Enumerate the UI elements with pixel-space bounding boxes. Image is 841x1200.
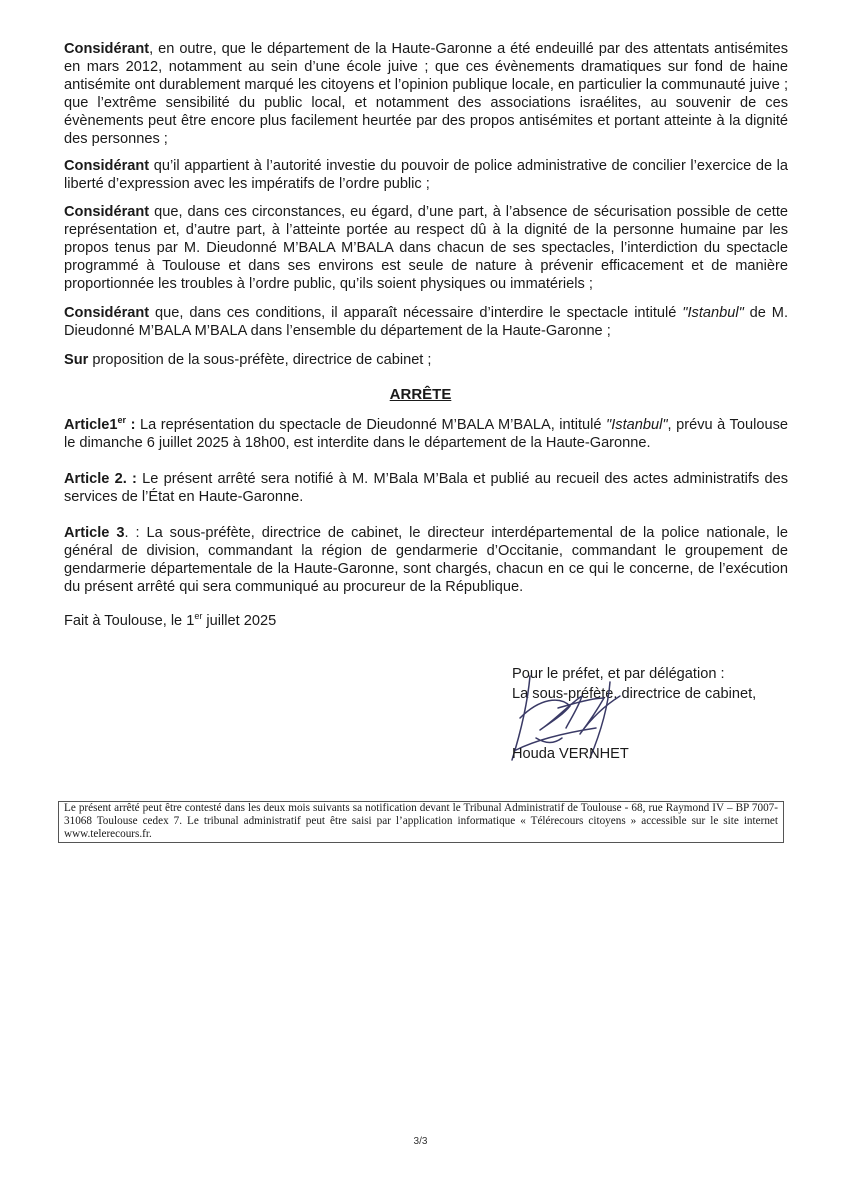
article-lead: Article 3 [64,525,125,541]
article-text: La représentation du spectacle de Dieudonné M’BALA M’BALA, intitulé [135,417,607,433]
article-1 [64,416,788,452]
paragraph-text: que, dans ces circonstances, eu égard, d’une part, à l’absence de sécurisation possible de cette représentation et, d’autre part, à l’atteinte portée au respect dû à la dignité de la personne humaine par les propos tenus par M. Dieudonné M’BALA M’BALA dans chacun de ses spectacles, l’interdiction du spectacle programmé à Toulouse et dans ses environs est seule de nature à prévenir efficacement et de manière proportionnée les troubles à l’ordre public, qu’ils soient physiques ou immatériels ; [64,204,788,292]
place-and-date [64,612,788,630]
article-text: Le présent arrêté sera notifié à M. M’Bala M’Bala et publié au recueil des actes administratifs des services de l’État en Haute-Garonne. [64,471,789,505]
place-date-text: Fait à Toulouse, le 1 [64,613,195,629]
page-number: 3/3 [413,1136,428,1147]
legal-notice-box [58,801,784,843]
paragraph-considerant-1 [64,40,788,148]
paragraph-text: que, dans ces conditions, il apparaît nécessaire d’interdire le spectacle intitulé [149,305,683,321]
article-lead-text: Article1 [64,417,118,433]
article-text: , prévu à Toulouse le dimanche 6 juillet 2025 à 18h00, est interdite dans le département de la Haute-Garonne. [64,417,788,451]
decree-title: ARRÊTE [389,386,452,403]
paragraph-lead: Considérant [64,41,150,57]
paragraph-lead: Considérant [64,158,150,174]
paragraph-text: proposition de la sous-préfète, directrice de cabinet ; [88,352,432,368]
legal-notice-text: Le présent arrêté peut être contesté dans les deux mois suivants sa notification devant le Tribunal Administratif de Toulouse - 68, rue Raymond IV – BP 7007- 31068 Toulouse cedex 7. Le tribunal administratif peut être saisi par l’application informatique « Télérecours citoyens » accessible sur le site internet www.telerecours.fr. [64,802,778,840]
paragraph-lead: Considérant [64,305,150,321]
paragraph-considerant-2 [64,157,788,193]
paragraph-considerant-3 [64,203,788,293]
signature-delegation-line: Pour le préfet, et par délégation : [512,666,725,682]
paragraph-text: qu’il appartient à l’autorité investie du pouvoir de police administrative de concilier l’exercice de la liberté d’expression avec les impératifs de l’ordre public ; [64,158,788,192]
paragraph-proposition [64,351,788,369]
article-lead: Article 2. : [64,471,137,487]
article-lead-suffix: : [126,417,136,433]
paragraph-considerant-4 [64,304,788,340]
place-date-sup: er [194,611,203,622]
paragraph-text: , en outre, que le département de la Haute-Garonne a été endeuillé par des attentats antisémites en mars 2012, notamment au sein d’une école juive ; que ces évènements dramatiques sur fond de haine antisémite ont durablement marqué les citoyens et l’opinion publique locale, en particulier la communauté juive ; que l’extrême sensibilité du public local, et notamment des associations israélites, au souvenir de ces évènements peut être encore plus facilement heurtée par des propos antisémites et portant atteinte à la dignité des personnes ; [64,41,788,147]
paragraph-lead: Sur [64,352,89,368]
article-3 [64,524,788,596]
article-2 [64,470,788,506]
signatory-name: Houda VERNHET [512,746,629,762]
article-text: . : La sous-préfète, directrice de cabinet, le directeur interdépartemental de la police nationale, le général de division, commandant la région de gendarmerie d’Occitanie, commandant le groupement de gendarmerie départementale de la Haute-Garonne, sont chargés, chacun en ce qui le concerne, de l’exécution du présent arrêté qui sera communiqué au procureur de la République. [64,525,788,595]
signature-title-line: La sous-préfète, directrice de cabinet, [512,686,757,702]
article-lead-sup: er [117,415,127,426]
show-title: "Istanbul" [682,305,744,321]
paragraph-text: de M. Dieudonné M’BALA M’BALA dans l’ensemble du département de la Haute-Garonne ; [64,305,788,339]
article-lead [64,417,135,433]
paragraph-lead: Considérant [64,204,150,220]
show-title: "Istanbul" [606,417,668,433]
place-date-text-end: juillet 2025 [202,613,277,629]
